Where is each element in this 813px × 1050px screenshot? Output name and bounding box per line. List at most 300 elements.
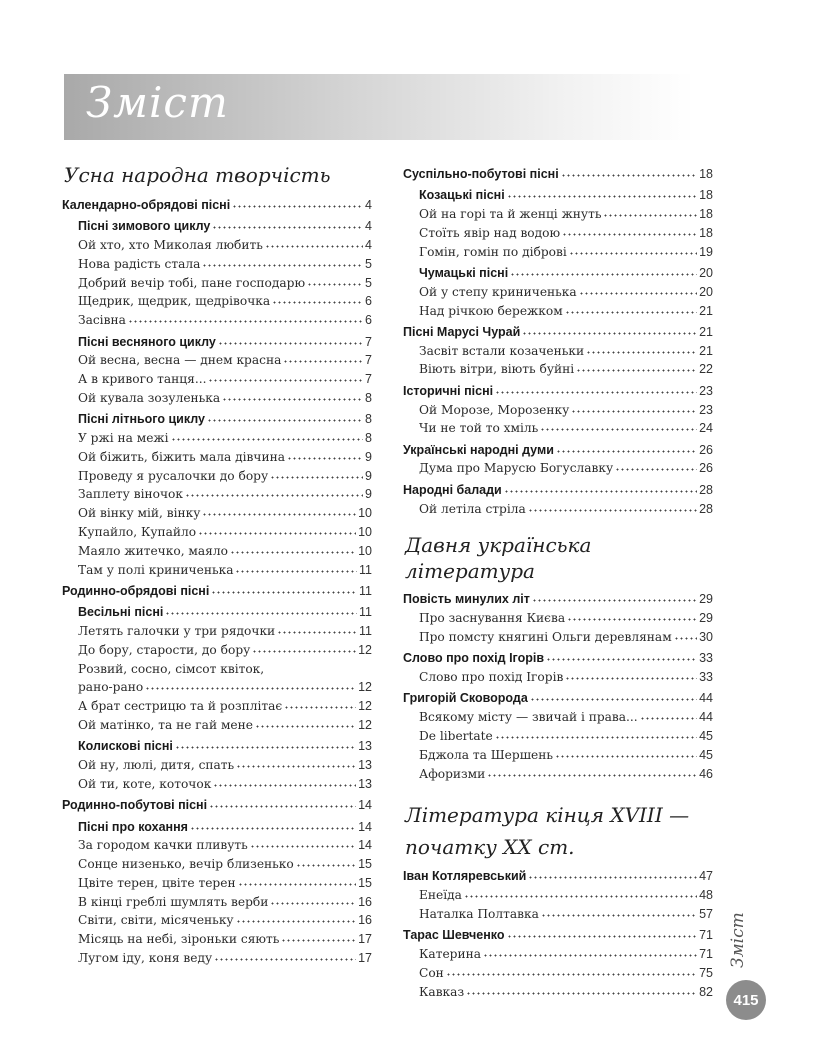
- entry-page-number: 10: [358, 506, 372, 521]
- entry-title: Гомін, гомін по діброві: [419, 244, 567, 259]
- entry-page-number: 7: [365, 353, 372, 368]
- entry-page-number: 13: [358, 776, 372, 791]
- entry-title: Ой біжить, біжить мала дівчина: [78, 449, 285, 464]
- toc-column-right: [403, 165, 713, 1001]
- page-number-badge: 415: [726, 980, 766, 1020]
- dot-leader: [238, 883, 357, 886]
- toc-entry[interactable]: [62, 949, 372, 968]
- entry-title: Чи не той то хміль: [419, 421, 539, 436]
- entry-page-number: 12: [358, 699, 372, 714]
- dot-leader: [236, 920, 356, 923]
- entry-title: Слово про похід Ігорів: [403, 651, 545, 666]
- dot-leader: [495, 391, 697, 394]
- dot-leader: [287, 457, 363, 460]
- entry-title: Засівна: [78, 313, 126, 328]
- entry-title: Ой матінко, та не гай мене: [78, 718, 253, 733]
- entry-title: Ой Морозе, Морозенку: [419, 402, 570, 417]
- entry-title: Засвіт встали козаченьки: [419, 343, 585, 358]
- dot-leader: [214, 958, 356, 961]
- entry-title: Повість минулих літ: [403, 592, 530, 607]
- entry-title: Пісні Марусі Чурай: [403, 324, 521, 339]
- entry-page-number: 24: [699, 421, 713, 436]
- entry-title: Дума про Марусю Богуславку: [419, 461, 614, 476]
- toc-entry[interactable]: [62, 716, 372, 735]
- toc-group-entry[interactable]: [403, 165, 713, 184]
- toc-entry[interactable]: [403, 945, 713, 964]
- entry-title: Бджола та Шершень: [419, 747, 553, 762]
- entry-page-number: 15: [358, 875, 372, 890]
- toc-entry[interactable]: [62, 311, 372, 330]
- entry-page-number: 12: [358, 718, 372, 733]
- entry-title: У ржі на межі: [78, 431, 169, 446]
- entry-title: Пісні весняного циклу: [78, 334, 216, 349]
- toc-entry[interactable]: [62, 236, 372, 255]
- entry-title: Пісні зимового циклу: [78, 219, 211, 234]
- dot-leader: [202, 264, 363, 267]
- toc-section: [403, 532, 713, 783]
- dot-leader: [190, 827, 356, 830]
- entry-title: De libertate: [419, 728, 493, 743]
- entry-page-number: 46: [699, 766, 713, 781]
- entry-page-number: 18: [699, 188, 713, 203]
- entry-title: Українські народні думи: [403, 442, 554, 457]
- dot-leader: [522, 332, 697, 335]
- dot-leader: [211, 591, 357, 594]
- dot-leader: [213, 784, 356, 787]
- dot-leader: [495, 736, 697, 739]
- entry-page-number: 7: [365, 372, 372, 387]
- dot-leader: [504, 490, 697, 493]
- dot-leader: [250, 845, 356, 848]
- entry-title: Родинно-обрядові пісні: [62, 583, 210, 598]
- entry-page-number: 9: [365, 487, 372, 502]
- dot-leader: [255, 725, 356, 728]
- dot-leader: [270, 902, 356, 905]
- entry-title: Світи, світи, місяченьку: [78, 913, 234, 928]
- entry-title: Кавказ: [419, 984, 465, 999]
- entry-page-number: 17: [358, 951, 372, 966]
- toc-section: [62, 162, 372, 968]
- entry-page-number: 12: [358, 680, 372, 695]
- entry-page-number: 11: [359, 583, 372, 598]
- dot-leader: [464, 895, 697, 898]
- toc-entry[interactable]: [62, 485, 372, 504]
- entry-page-number: 18: [699, 207, 713, 222]
- entry-title: Місяць на небі, зіроньки сяють: [78, 932, 280, 947]
- entry-title: Заплету віночок: [78, 487, 183, 502]
- dot-leader: [218, 342, 363, 345]
- entry-page-number: 21: [699, 343, 713, 358]
- toc-section: [403, 799, 713, 1001]
- entry-title: Там у полі криниченька: [78, 562, 234, 577]
- dot-leader: [145, 687, 356, 690]
- dot-leader: [540, 428, 697, 431]
- entry-page-number: 26: [699, 461, 713, 476]
- dot-leader: [128, 320, 363, 323]
- toc-entry[interactable]: [62, 370, 372, 389]
- toc-entry[interactable]: [62, 893, 372, 912]
- dot-leader: [576, 369, 697, 372]
- toc-entry[interactable]: [403, 886, 713, 905]
- toc-entry[interactable]: [62, 874, 372, 893]
- dot-leader: [466, 992, 697, 995]
- toc-group-entry[interactable]: [403, 264, 713, 283]
- toc-group-entry[interactable]: [62, 796, 372, 815]
- toc-entry[interactable]: [62, 775, 372, 794]
- entry-title: Ой кувала зозуленька: [78, 390, 221, 405]
- toc-entry[interactable]: [62, 274, 372, 293]
- entry-title: Летять галочки у три рядочки: [78, 624, 276, 639]
- entry-page-number: 4: [365, 198, 372, 212]
- dot-leader: [674, 637, 697, 640]
- toc-group-entry[interactable]: [403, 926, 713, 945]
- toc-entry[interactable]: [62, 292, 372, 311]
- toc-entry[interactable]: [403, 243, 713, 262]
- entry-page-number: 57: [699, 906, 713, 921]
- entry-title: Ой весна, весна — днем красна: [78, 353, 282, 368]
- entry-page-number: 18: [699, 225, 713, 240]
- entry-title: Про помсту княгині Ольги деревлянам: [419, 629, 672, 644]
- entry-page-number: 18: [699, 167, 713, 181]
- entry-page-number: 6: [365, 313, 372, 328]
- entry-title: Про заснування Києва: [419, 611, 566, 626]
- dot-leader: [615, 468, 697, 471]
- entry-page-number: 17: [358, 932, 372, 947]
- toc-entry[interactable]: [62, 467, 372, 486]
- entry-title: Добрий вечір тобі, пане господарю: [78, 275, 306, 290]
- dot-leader: [561, 174, 697, 177]
- toc-entry[interactable]: [62, 697, 372, 716]
- entry-page-number: 4: [365, 238, 372, 253]
- toc-entry[interactable]: [403, 668, 713, 687]
- entry-title: Пісні літнього циклу: [78, 412, 205, 427]
- toc-entry[interactable]: [403, 401, 713, 420]
- entry-title: Суспільно-побутові пісні: [403, 167, 559, 181]
- section-heading: Давня українська література: [405, 533, 592, 584]
- entry-title: Проведу я русалочки до бору: [78, 468, 269, 483]
- entry-title: В кінці греблі шумлять верби: [78, 894, 269, 909]
- entry-page-number: 5: [365, 275, 372, 290]
- entry-title: А в кривого танця...: [78, 372, 207, 387]
- toc-group-entry[interactable]: [62, 818, 372, 837]
- toc-entry[interactable]: [403, 342, 713, 361]
- dot-leader: [265, 245, 363, 248]
- entry-title: Щедрик, щедрик, щедрівочка: [78, 294, 271, 309]
- dot-leader: [510, 273, 697, 276]
- entry-page-number: 8: [365, 390, 372, 405]
- entry-page-number: 44: [699, 691, 713, 706]
- side-section-label: Зміст: [728, 912, 748, 968]
- entry-title: Стоїть явір над водою: [419, 225, 561, 240]
- dot-leader: [565, 677, 697, 680]
- dot-leader: [446, 973, 697, 976]
- entry-page-number: 9: [365, 449, 372, 464]
- entry-title: Афоризми: [419, 766, 486, 781]
- entry-title: Всякому місту — звичай і права...: [419, 710, 638, 725]
- toc-group-entry[interactable]: [62, 333, 372, 352]
- entry-page-number: 4: [365, 219, 372, 234]
- dot-leader: [567, 618, 697, 621]
- dot-leader: [579, 292, 697, 295]
- toc-entry[interactable]: [403, 964, 713, 983]
- toc-group-entry[interactable]: [62, 582, 372, 601]
- entry-page-number: 14: [358, 838, 372, 853]
- entry-page-number: 13: [358, 739, 372, 754]
- entry-page-number: 71: [699, 928, 713, 943]
- entry-title: Ой на горі та й женці жнуть: [419, 207, 602, 222]
- toc-entry[interactable]: [403, 419, 713, 438]
- toc-entry[interactable]: [403, 983, 713, 1002]
- entry-page-number: 8: [365, 431, 372, 446]
- toc-entry[interactable]: [62, 911, 372, 930]
- toc-entry[interactable]: [62, 504, 372, 523]
- entry-title: Цвіте терен, цвіте терен: [78, 875, 236, 890]
- dot-leader: [165, 612, 357, 615]
- dot-leader: [284, 706, 356, 709]
- toc-entry[interactable]: [62, 542, 372, 561]
- toc-group-entry[interactable]: [403, 867, 713, 886]
- dot-leader: [546, 658, 697, 661]
- toc-entry[interactable]: [403, 205, 713, 224]
- entry-title: Маяло житечко, маяло: [78, 543, 228, 558]
- entry-page-number: 11: [359, 605, 372, 620]
- entry-title: Енеїда: [419, 888, 462, 903]
- toc-entry[interactable]: [62, 389, 372, 408]
- toc-entry[interactable]: [62, 641, 372, 660]
- toc-entry[interactable]: [403, 500, 713, 519]
- entry-page-number: 29: [699, 611, 713, 626]
- toc-group-entry[interactable]: [62, 410, 372, 429]
- dot-leader: [222, 398, 363, 401]
- toc-group-entry[interactable]: [62, 737, 372, 756]
- dot-leader: [207, 419, 363, 422]
- toc-entry[interactable]: [403, 283, 713, 302]
- entry-page-number: 33: [699, 670, 713, 685]
- dot-leader: [185, 494, 363, 497]
- toc-entry[interactable]: [62, 836, 372, 855]
- toc-entry[interactable]: [403, 708, 713, 727]
- dot-leader: [487, 774, 697, 777]
- title-banner: [64, 74, 694, 140]
- dot-leader: [528, 509, 697, 512]
- entry-title: А брат сестрицю та й розплітає: [78, 699, 283, 714]
- entry-page-number: 33: [699, 651, 713, 666]
- entry-page-number: 16: [358, 894, 372, 909]
- dot-leader: [277, 631, 357, 634]
- toc-entry[interactable]: [403, 746, 713, 765]
- dot-leader: [530, 698, 697, 701]
- dot-leader: [212, 226, 363, 229]
- toc-entry[interactable]: [403, 302, 713, 321]
- entry-page-number: 19: [699, 244, 713, 259]
- entry-page-number: 23: [699, 402, 713, 417]
- entry-title: Нова радість стала: [78, 256, 201, 271]
- toc-group-entry[interactable]: [403, 689, 713, 708]
- dot-leader: [528, 876, 697, 879]
- toc-group-entry[interactable]: [403, 323, 713, 342]
- entry-title: Над річкою бережком: [419, 303, 563, 318]
- entry-page-number: 29: [699, 592, 713, 607]
- toc-entry[interactable]: [62, 561, 372, 580]
- dot-leader: [283, 360, 363, 363]
- dot-leader: [541, 914, 697, 917]
- entry-page-number: 21: [699, 303, 713, 318]
- toc-group-entry[interactable]: [403, 649, 713, 668]
- entry-page-number: 28: [699, 501, 713, 516]
- toc-entry[interactable]: [62, 429, 372, 448]
- entry-title: Весільні пісні: [78, 605, 164, 620]
- entry-page-number: 47: [699, 869, 713, 884]
- toc-group-entry[interactable]: [403, 382, 713, 401]
- dot-leader: [569, 252, 697, 255]
- entry-title: Календарно-обрядові пісні: [62, 198, 231, 212]
- toc-entry[interactable]: [403, 609, 713, 628]
- dot-leader: [252, 650, 356, 653]
- entry-title: Слово про похід Ігорів: [419, 670, 564, 685]
- entry-title: Ой ти, коте, коточок: [78, 776, 212, 791]
- toc-group-entry[interactable]: [403, 590, 713, 609]
- toc-entry[interactable]: [403, 628, 713, 647]
- entry-title: Лугом іду, коня веду: [78, 951, 213, 966]
- toc-entry[interactable]: [62, 622, 372, 641]
- dot-leader: [562, 233, 697, 236]
- entry-title: Чумацькі пісні: [419, 265, 509, 280]
- entry-page-number: 11: [359, 624, 372, 639]
- entry-title: Наталка Полтавка: [419, 906, 539, 921]
- entry-title: Колискові пісні: [78, 739, 173, 754]
- toc-section: [403, 165, 713, 518]
- entry-page-number: 45: [699, 747, 713, 762]
- toc-entry[interactable]: [62, 255, 372, 274]
- dot-leader: [281, 939, 356, 942]
- entry-page-number: 20: [699, 284, 713, 299]
- dot-leader: [171, 438, 364, 441]
- toc-group-entry[interactable]: [62, 603, 372, 622]
- entry-page-number: 30: [699, 629, 713, 644]
- entry-page-number: 5: [365, 256, 372, 271]
- dot-leader: [586, 351, 697, 354]
- toc-entry[interactable]: [403, 224, 713, 243]
- entry-title: Сонце низенько, вечір близенько: [78, 857, 294, 872]
- section-heading: Усна народна творчість: [64, 163, 331, 187]
- section-heading: Література кінця XVIII — початку XX ст.: [405, 803, 690, 860]
- dot-leader: [603, 214, 697, 217]
- dot-leader: [565, 311, 697, 314]
- dot-leader: [270, 476, 363, 479]
- entry-title: Катерина: [419, 947, 481, 961]
- dot-leader: [230, 551, 356, 554]
- toc-entry[interactable]: [62, 930, 372, 949]
- entry-title: Пісні про кохання: [78, 819, 188, 834]
- toc-entry[interactable]: [62, 523, 372, 542]
- toc-entry[interactable]: [403, 727, 713, 746]
- dot-leader: [571, 410, 697, 413]
- entry-title: Історичні пісні: [403, 383, 494, 398]
- entry-title: Сон: [419, 965, 444, 980]
- toc-entry[interactable]: [403, 905, 713, 924]
- toc-entry[interactable]: [62, 756, 372, 775]
- dot-leader: [175, 746, 356, 749]
- toc-group-entry[interactable]: [403, 186, 713, 205]
- toc-entry[interactable]: [62, 448, 372, 467]
- entry-page-number: 14: [358, 819, 372, 834]
- entry-page-number: 75: [699, 965, 713, 980]
- entry-page-number: 44: [699, 710, 713, 725]
- entry-page-number: 7: [365, 334, 372, 349]
- toc-entry[interactable]: [403, 765, 713, 784]
- toc-group-entry[interactable]: [62, 217, 372, 236]
- toc-entry[interactable]: [62, 678, 372, 697]
- entry-page-number: 11: [359, 562, 372, 577]
- entry-title: Ой летіла стріла: [419, 501, 526, 516]
- page-title: Зміст: [86, 78, 229, 127]
- dot-leader: [209, 805, 356, 808]
- dot-leader: [272, 301, 363, 304]
- entry-title: рано-рано: [78, 680, 144, 695]
- entry-page-number: 8: [365, 412, 372, 427]
- entry-page-number: 10: [358, 543, 372, 558]
- entry-page-number: 6: [365, 294, 372, 309]
- toc-column-left: [62, 162, 372, 968]
- entry-title: Григорій Сковорода: [403, 691, 528, 706]
- dot-leader: [640, 717, 697, 720]
- dot-leader: [483, 954, 697, 957]
- dot-leader: [307, 283, 363, 286]
- dot-leader: [235, 570, 357, 573]
- toc-entry[interactable]: [62, 855, 372, 874]
- entry-title: Іван Котляревський: [403, 869, 527, 884]
- entry-title: Віють вітри, віють буйні: [419, 362, 575, 377]
- toc-group-entry[interactable]: [403, 441, 713, 460]
- entry-title: До бору, старости, до бору: [78, 642, 251, 657]
- entry-title: Ой хто, хто Миколая любить: [78, 238, 263, 253]
- toc-group-entry[interactable]: [62, 196, 372, 215]
- entry-title: За городом качки пливуть: [78, 838, 248, 853]
- toc-entry[interactable]: [62, 351, 372, 370]
- dot-leader: [198, 532, 356, 535]
- entry-page-number: 21: [699, 324, 713, 339]
- entry-title: Ой вінку мій, вінку: [78, 506, 201, 521]
- toc-entry[interactable]: [403, 459, 713, 478]
- entry-page-number: 22: [699, 362, 713, 377]
- dot-leader: [232, 205, 363, 208]
- entry-page-number: 12: [358, 642, 372, 657]
- entry-page-number: 45: [699, 728, 713, 743]
- entry-page-number: 26: [699, 442, 713, 457]
- entry-page-number: 23: [699, 383, 713, 398]
- toc-entry[interactable]: [403, 360, 713, 379]
- dot-leader: [556, 450, 697, 453]
- dot-leader: [236, 765, 356, 768]
- entry-title: Козацькі пісні: [419, 188, 505, 203]
- dot-leader: [555, 755, 697, 758]
- entry-page-number: 82: [699, 984, 713, 999]
- entry-title: Родинно-побутові пісні: [62, 798, 208, 813]
- toc-group-entry[interactable]: [403, 481, 713, 500]
- entry-page-number: 71: [699, 947, 713, 961]
- dot-leader: [507, 195, 697, 198]
- entry-page-number: 14: [358, 798, 372, 813]
- toc-entry-first-line: Розвий, сосно, сімсот квіток,: [78, 661, 265, 676]
- entry-page-number: 28: [699, 482, 713, 497]
- entry-title: Купайло, Купайло: [78, 525, 197, 540]
- entry-title: Народні балади: [403, 482, 502, 497]
- dot-leader: [296, 864, 356, 867]
- entry-page-number: 16: [358, 913, 372, 928]
- dot-leader: [208, 379, 363, 382]
- entry-page-number: 13: [358, 758, 372, 773]
- dot-leader: [532, 599, 697, 602]
